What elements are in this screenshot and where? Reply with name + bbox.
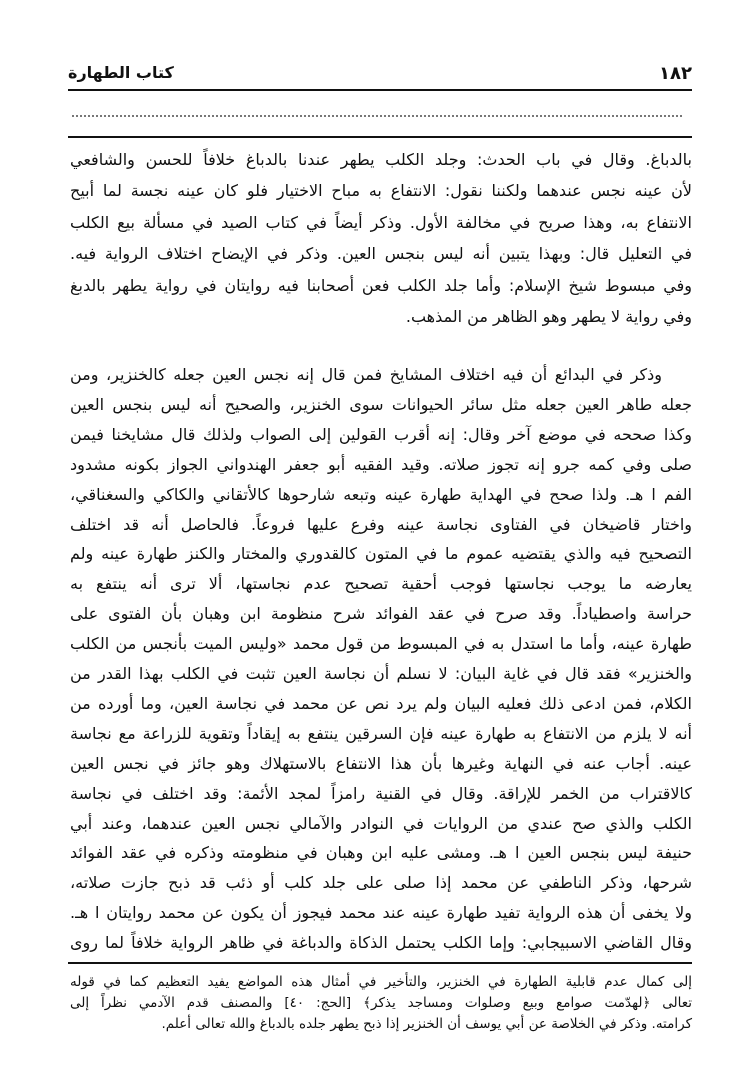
text-line: وفي مبسوط شيخ الإسلام: وأما جلد الكلب فعن أصحابنا فيه روايتان في رواية يطهر بالدبغ [70,275,692,295]
running-title: كتاب الطهارة [68,63,174,82]
text-line: في التعليل قال: وبهذا يتبين أنه ليس بنجس العين. وذكر في الإيضاح اختلاف الرواية فيه. [70,244,692,264]
text-line: لأن عينه نجس عندهما ولكننا نقول: الانتفاع به مباح الاختيار فلو كان عينه نجسة لما أبيح [70,181,692,201]
dotted-separator [72,105,682,117]
text-line: جعله طاهر العين جعله مثل سائر الحيوانات سوى الخنزير، والصحيح أنه ليس بنجس العين [70,394,692,414]
text-top-rule [68,136,692,138]
text-line: وقال القاضي الاسبيجابي: وإما الكلب يحتمل الذكاة والدباغة في ظاهر الرواية خلافاً لما روى [70,933,692,953]
text-line: ولا يخفى أن هذه الرواية تفيد طهارة عينه عند محمد فيجوز أن يكون عن محمد روايتان ا هـ. [70,903,692,923]
text-line: طهارة عينه، وأما ما استدل به في المبسوط من قول محمد «وليس الميت بأنجس من الكلب [70,634,692,654]
text-line: شرحها، وذكر الناطفي عن محمد إذا صلى على جلد كلب أو ذئب قد ذبح جازت صلاته، [70,873,692,893]
footnote-line: تعالى ﴿لهدّمت صوامع وبيع وصلوات ومساجد يذكر﴾ [الحج: ٤٠] والمصنف قدم الآدمي نظراً إلى [70,995,692,1011]
text-line: كالاقتراب من الخمر للإراقة. وقال في القنية رامزاً لمجد الأئمة: وقد اختلف في نجاسة [70,783,692,803]
text-line: بالدباغ. وقال في باب الحدث: وجلد الكلب يطهر عندنا بالدباغ خلافاً للحسن والشافعي [70,150,692,169]
text-line: والخنزير» فقد قال في غاية البيان: لا نسلم أن نجاسة العين تثبت في الكلب بهذا القدر من [70,664,692,683]
footnote-line: كرامته. وذكر في الخلاصة عن أبي يوسف أن الخنزير إذا ذبح يطهر جلده بالدباغ والله تعالى أعلم. [161,1016,692,1032]
text-line: حراسة واصطياداً. وقد صرح في عقد الفوائد شرح منظومة ابن وهبان بأن الفتوى على [70,604,692,624]
text-line: عينه. أجاب عنه في النهاية وغيرها بأن هذا الانتفاع بالاستهلاك وهو جائز في نجس العين [70,753,692,773]
text-line: وذكر في البدائع أن فيه اختلاف المشايخ فمن قال إنه نجس العين جعله كالخنزير، ومن [70,365,662,384]
text-line: الكلام، فمن ادعى ذلك فعليه البيان ولم يرد نص عن محمد في نجاسة العين، وما أورده من [70,693,692,713]
text-line: وكذا صححه في موضع آخر وقال: إنه أقرب القولين إلى الصواب ولذلك قال مشايخنا فيمن [70,424,692,444]
text-line: الكلب والذي صح عندي من الروايات في النوادر والآمالي نجس العين عندهما، وعند أبي [70,813,692,833]
text-line: الانتفاع به، وهذا صريح في مخالفة الأول. وذكر أيضاً في كتاب الصيد في مسألة بيع الكلب [70,212,692,232]
text-line: أنه لا يلزم من الانتفاع به طهارة عينه فإن السرقين ينتفع به إيقاداً وتقوية للزراعة مع نجاسة [70,723,692,743]
text-line: صلى وفي كمه جرو إنه تجوز صلاته. وقيد الفقيه أبو جعفر الهندواني الجواز بكونه مشدود [70,454,692,474]
text-line: وفي رواية لا يطهر وهو الظاهر من المذهب. [405,307,692,326]
page-number: ١٨٢ [659,63,692,84]
text-line: حنيفة ليس بنجس العين ا هـ. ومشى عليه ابن وهبان في منظومته وذكره في عقد الفوائد [70,843,692,863]
text-line: الفم ا هـ. ولذا صحح في الهداية طهارة عينه وتبعه شارحوها كالأتقاني والكاكي والسغناقي، [70,484,692,504]
text-line: التصحيح فيه والذي يقتضيه عموم ما في المتون كالقدوري والمختار والكنز طهارة عينه ولم [70,544,692,564]
footnote-rule [68,962,692,964]
header-rule [68,89,692,91]
text-line: يعارضه ما يوجب نجاستها فوجب أحقية تصحيح عدم نجاستها، ألا ترى أنه ينتفع به [70,574,692,594]
footnote-line: إلى كمال عدم قابلية الطهارة في الخنزير، والتأخير في أمثال هذه المواضع يفيد التعظيم كما في قوله [70,974,692,990]
text-line: واختار قاضيخان في الفتاوى نجاسة عينه وفرع عليها فروعاً. فالحاصل أنه قد اختلف [70,514,692,534]
